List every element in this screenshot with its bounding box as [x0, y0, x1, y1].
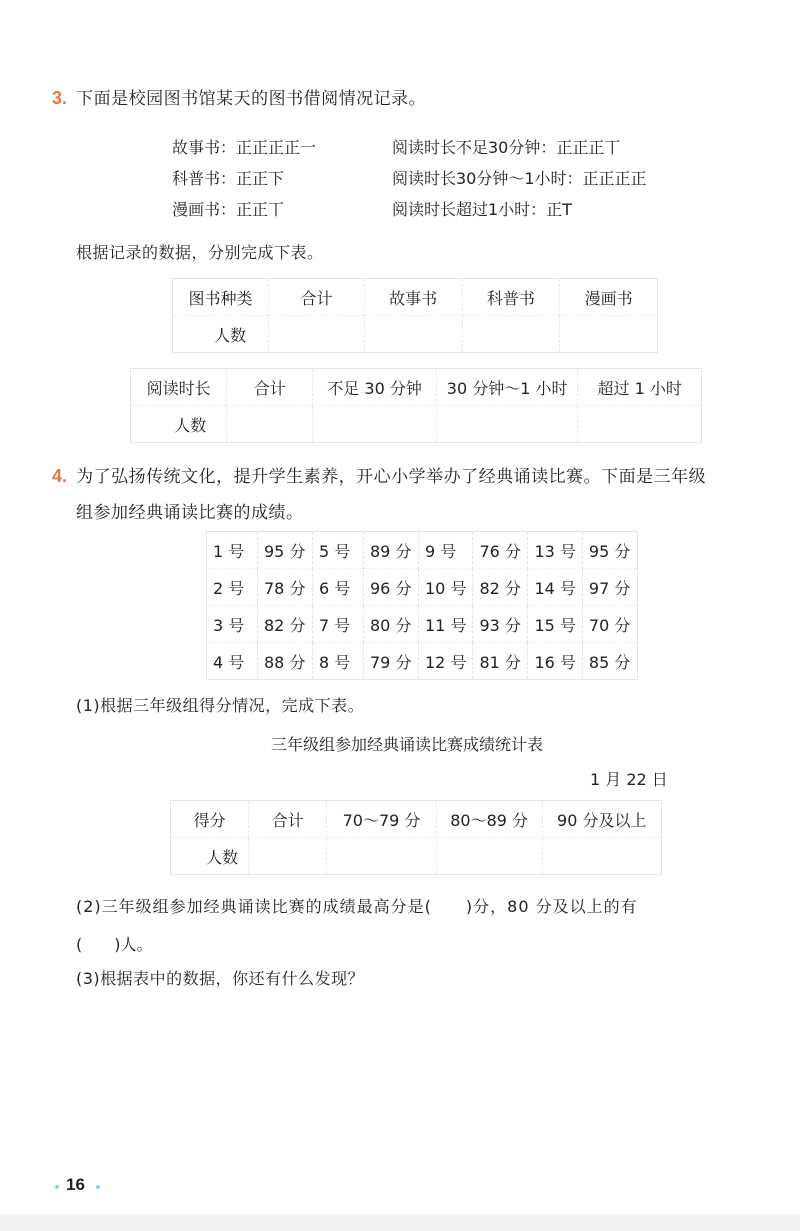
answer-cell[interactable] [249, 838, 327, 875]
table-cell: 科普书 [462, 279, 560, 316]
table-row-label: 人数 [171, 838, 249, 875]
answer-cell[interactable] [436, 406, 577, 443]
stat-table-date: 1 月 22 日 [590, 770, 668, 789]
table-header-row [171, 801, 662, 838]
record-over-60: 阅读时长超过1小时：正T [392, 200, 572, 219]
student-number: 3 号 [207, 606, 258, 643]
answer-cell[interactable] [227, 406, 313, 443]
student-number: 10 号 [419, 569, 473, 606]
student-score: 93 分 [473, 606, 528, 643]
table-cell: 合计 [227, 369, 313, 406]
student-number: 15 号 [528, 606, 582, 643]
student-number: 5 号 [313, 532, 364, 569]
sub-question-2 [76, 888, 638, 964]
question-4 [52, 458, 706, 531]
student-number: 14 号 [528, 569, 582, 606]
page-dot-right [96, 1185, 100, 1189]
student-number: 16 号 [528, 643, 582, 680]
student-number: 12 号 [419, 643, 473, 680]
student-score: 70 分 [582, 606, 637, 643]
student-score: 81 分 [473, 643, 528, 680]
table-cell: 不足 30 分钟 [313, 369, 437, 406]
record-story: 故事书：正正正正一 [172, 138, 317, 157]
student-score: 96 分 [364, 569, 419, 606]
table-header-row [173, 279, 658, 316]
sub-question-1: (1)根据三年级组得分情况，完成下表。 [76, 696, 365, 715]
table-row [207, 643, 638, 680]
page-dot-left [55, 1185, 59, 1189]
record-30-60: 阅读时长30分钟～1小时：正正正正 [392, 169, 647, 188]
table-row [171, 838, 662, 875]
record-right [392, 132, 647, 225]
table-cell: 70～79 分 [327, 801, 437, 838]
student-score: 80 分 [364, 606, 419, 643]
student-score: 85 分 [582, 643, 637, 680]
question-text-line1: 为了弘扬传统文化，提升学生素养，开心小学举办了经典诵读比赛。下面是三年级 [76, 467, 707, 487]
student-score: 95 分 [258, 532, 313, 569]
student-score: 89 分 [364, 532, 419, 569]
answer-cell[interactable] [462, 316, 560, 353]
answer-cell[interactable] [578, 406, 702, 443]
student-score: 82 分 [473, 569, 528, 606]
table-cell: 超过 1 小时 [578, 369, 702, 406]
student-number: 11 号 [419, 606, 473, 643]
table-cell: 合计 [249, 801, 327, 838]
table-cell: 漫画书 [560, 279, 658, 316]
table-cell: 图书种类 [188, 288, 253, 308]
question-text: 下面是校园图书馆某天的图书借阅情况记录。 [76, 89, 427, 109]
question-3 [52, 84, 426, 109]
student-number: 9 号 [419, 532, 473, 569]
question-number: 4. [52, 466, 68, 486]
answer-cell[interactable] [313, 406, 437, 443]
table-row [207, 569, 638, 606]
student-score: 78 分 [258, 569, 313, 606]
sub-question-2-line2: ( )人。 [76, 935, 153, 954]
score-stat-table [170, 800, 662, 875]
table-cell: 故事书 [364, 279, 462, 316]
student-score: 82 分 [258, 606, 313, 643]
table-cell: 30 分钟～1 小时 [436, 369, 577, 406]
table-row [207, 532, 638, 569]
table-row-label: 人数 [173, 316, 269, 353]
student-number: 7 号 [313, 606, 364, 643]
student-score: 97 分 [582, 569, 637, 606]
table-cell: 得分 [193, 810, 226, 830]
sub-question-3: (3)根据表中的数据，你还有什么发现？ [76, 969, 365, 988]
student-score: 95 分 [582, 532, 637, 569]
student-number: 13 号 [528, 532, 582, 569]
instruction: 根据记录的数据，分别完成下表。 [76, 243, 324, 262]
table-header-row [131, 369, 702, 406]
student-score: 88 分 [258, 643, 313, 680]
table-row [173, 316, 658, 353]
stat-table-title: 三年级组参加经典诵读比赛成绩统计表 [270, 735, 543, 754]
student-number: 4 号 [207, 643, 258, 680]
question-number: 3. [52, 88, 68, 108]
record-comic: 漫画书：正正丅 [172, 200, 285, 219]
reading-time-table [130, 368, 702, 443]
student-score: 76 分 [473, 532, 528, 569]
student-number: 6 号 [313, 569, 364, 606]
student-number: 1 号 [213, 541, 245, 561]
student-number: 8 号 [313, 643, 364, 680]
page-number: 16 [66, 1175, 85, 1194]
table-row-label: 人数 [131, 406, 227, 443]
student-number: 2 号 [207, 569, 258, 606]
answer-cell[interactable] [542, 838, 662, 875]
answer-cell[interactable] [269, 316, 365, 353]
answer-cell[interactable] [436, 838, 542, 875]
record-left [172, 132, 316, 225]
table-cell: 阅读时长 [146, 378, 211, 398]
score-table [206, 531, 638, 680]
table-cell: 合计 [269, 279, 365, 316]
table-cell: 80～89 分 [436, 801, 542, 838]
question-text-line2: 组参加经典诵读比赛的成绩。 [76, 503, 304, 523]
answer-cell[interactable] [327, 838, 437, 875]
table-cell: 90 分及以上 [542, 801, 662, 838]
sub-question-2-line1: (2)三年级组参加经典诵读比赛的成绩最高分是( )分，80 分及以上的有 [76, 897, 638, 916]
record-under-30: 阅读时长不足30分钟：正正正丅 [392, 138, 621, 157]
page-bottom-bar [0, 1215, 800, 1231]
student-score: 79 分 [364, 643, 419, 680]
book-type-table [172, 278, 658, 353]
answer-cell[interactable] [560, 316, 658, 353]
record-science: 科普书：正正下 [172, 169, 285, 188]
table-row [131, 406, 702, 443]
table-row [207, 606, 638, 643]
answer-cell[interactable] [364, 316, 462, 353]
